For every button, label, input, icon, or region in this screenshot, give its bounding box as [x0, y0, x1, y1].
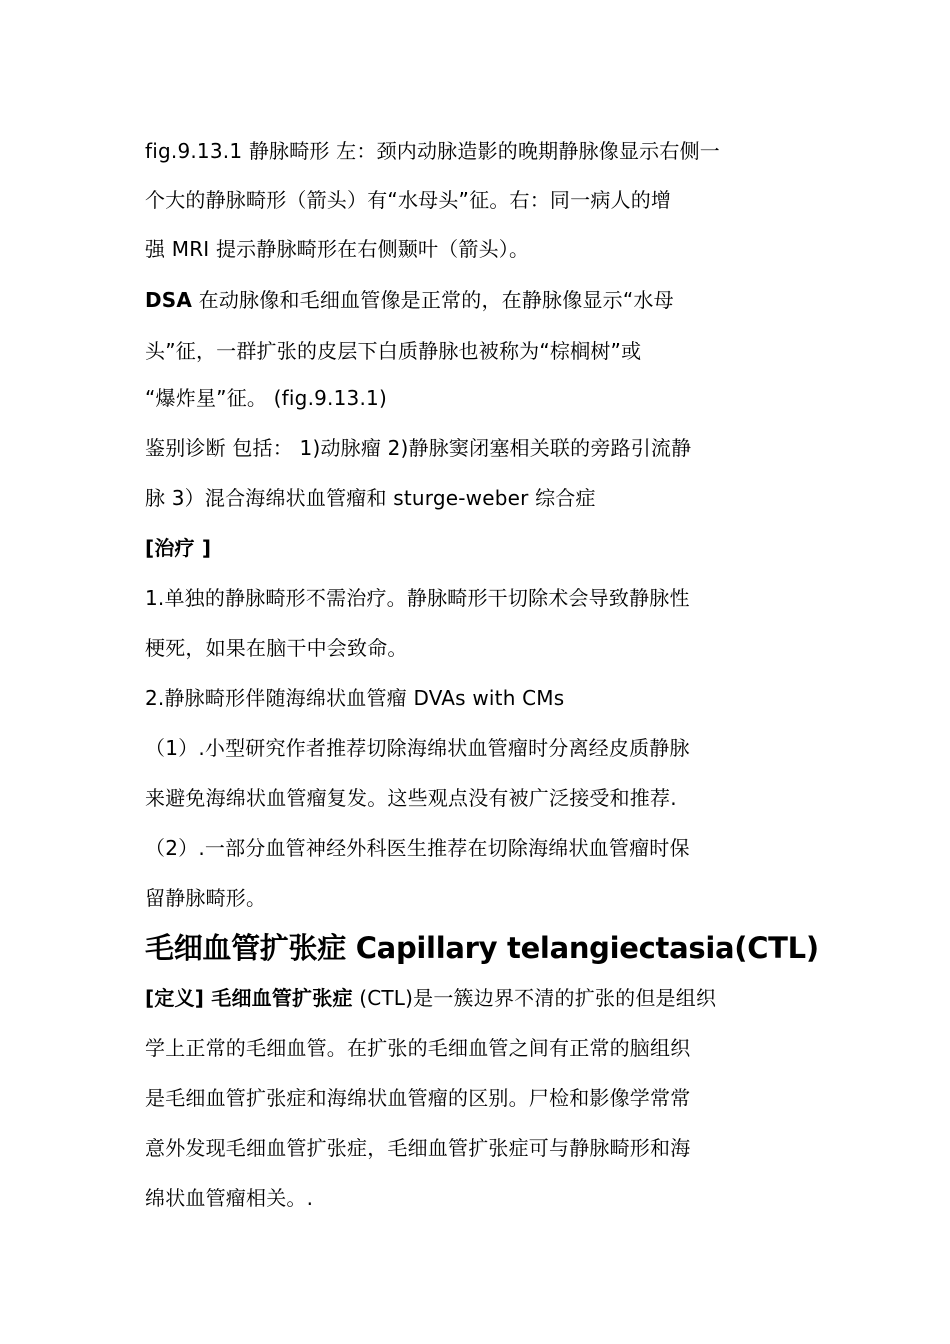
dsa-paragraph-line-3: “爆炸星”征。 (fig.9.13.1) — [145, 386, 387, 410]
definition-line-3: 是毛细血管扩张症和海绵状血管瘤的区别。尸检和影像学常常 — [145, 1086, 691, 1110]
definition-line-2: 学上正常的毛细血管。在扩张的毛细血管之间有正常的脑组织 — [145, 1036, 691, 1060]
treatment-subitem-1-line-1: （1）.小型研究作者推荐切除海绵状血管瘤时分离经皮质静脉 — [145, 736, 690, 760]
treatment-item-1-line-2: 梗死，如果在脑干中会致命。 — [145, 636, 408, 660]
treatment-subitem-1-line-2: 来避免海绵状血管瘤复发。这些观点没有被广泛接受和推荐. — [145, 786, 677, 810]
definition-line-5: 绵状血管瘤相关。. — [145, 1186, 314, 1210]
differential-diagnosis-line-1: 鉴别诊断 包括： 1)动脉瘤 2)静脉窦闭塞相关联的旁路引流静 — [145, 436, 692, 460]
treatment-subitem-2-line-2: 留静脉畸形。 — [145, 886, 267, 910]
definition-text: (CTL)是一簇边界不清的扩张的但是组织 — [352, 986, 717, 1010]
treatment-heading: [治疗 ] — [145, 536, 212, 560]
figure-caption-line-3: 强 MRI 提示静脉畸形在右侧颞叶（箭头）。 — [145, 237, 530, 261]
treatment-item-2: 2.静脉畸形伴随海绵状血管瘤 DVAs with CMs — [145, 686, 565, 710]
dsa-text: 在动脉像和毛细血管像是正常的，在静脉像显示“水母 — [192, 288, 674, 312]
definition-line-1 — [145, 984, 815, 1012]
figure-caption-line-1: fig.9.13.1 静脉畸形 左：颈内动脉造影的晚期静脉像显示右侧一 — [145, 139, 720, 163]
dsa-paragraph-line-2: 头”征，一群扩张的皮层下白质静脉也被称为“棕榈树”或 — [145, 339, 642, 363]
differential-diagnosis-line-2: 脉 3）混合海绵状血管瘤和 sturge-weber 综合症 — [145, 486, 596, 510]
figure-caption-line-2: 个大的静脉畸形（箭头）有“水母头”征。右：同一病人的增 — [145, 188, 672, 212]
definition-line-4: 意外发现毛细血管扩张症，毛细血管扩张症可与静脉畸形和海 — [145, 1136, 691, 1160]
treatment-item-1-line-1: 1.单独的静脉畸形不需治疗。静脉畸形干切除术会导致静脉性 — [145, 586, 690, 610]
dsa-paragraph-line-1 — [145, 286, 815, 314]
section-heading: 毛细血管扩张症 Capillary telangiectasia(CTL) — [145, 931, 819, 965]
dsa-label: DSA — [145, 288, 193, 312]
treatment-subitem-2-line-1: （2）.一部分血管神经外科医生推荐在切除海绵状血管瘤时保 — [145, 836, 690, 860]
definition-label: [定义] 毛细血管扩张症 — [145, 986, 353, 1010]
